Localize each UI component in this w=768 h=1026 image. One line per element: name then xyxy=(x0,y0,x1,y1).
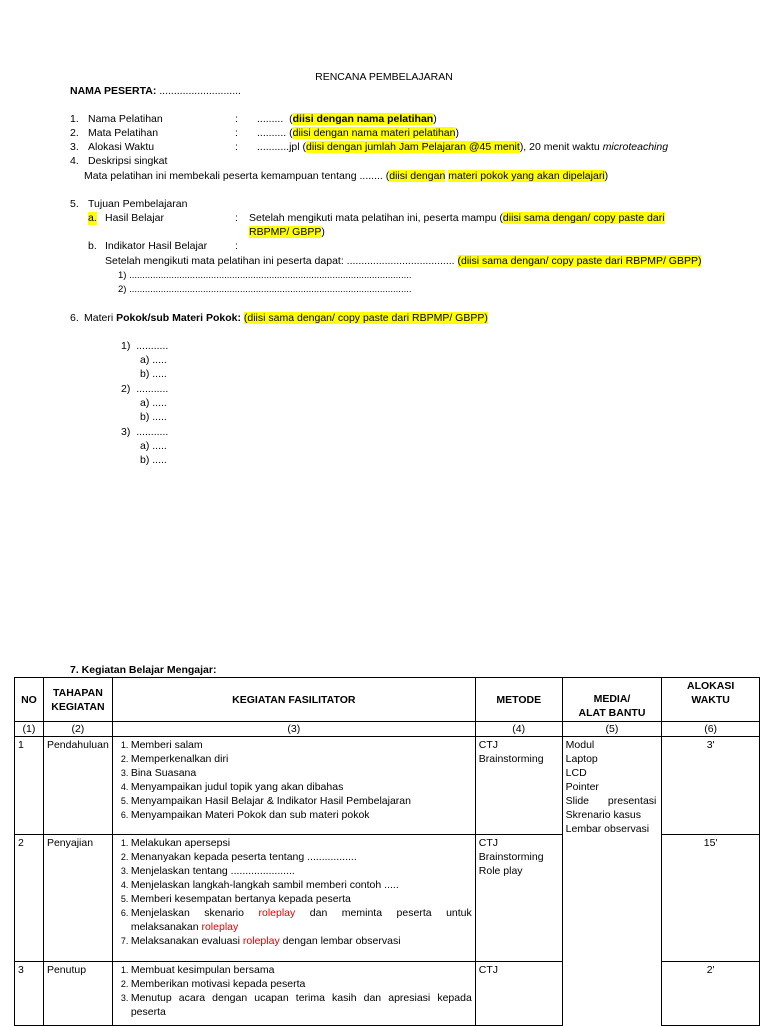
sub-colon: : xyxy=(235,240,238,252)
materi-sub: b) ..... xyxy=(140,368,167,380)
nama-peserta xyxy=(70,85,241,98)
table-row xyxy=(15,737,760,835)
item-colon: : xyxy=(235,127,238,139)
highlight-note: (diisi sama dengan/ copy paste dari RBPMP/ GBPP) xyxy=(457,255,702,267)
col-num: (2) xyxy=(43,722,112,737)
item-number: 6. xyxy=(70,312,79,324)
column-number-row xyxy=(15,722,760,737)
row-metode: CTJ Brainstorming xyxy=(475,737,562,835)
list-item: 3. Menjelaskan tentang ...................... xyxy=(131,864,472,878)
sub-label: Indikator Hasil Belajar xyxy=(105,240,208,252)
highlight-note: diisi dengan nama materi pelatihan xyxy=(292,127,456,139)
indikator-line: 1) ........................................................................................................... xyxy=(118,270,412,281)
row-tahapan: Penutup xyxy=(43,962,112,1026)
list-item: 3. Bina Suasana xyxy=(131,766,472,780)
materi-sub: a) ..... xyxy=(140,397,167,409)
indikator-line: 2) ........................................................................................................... xyxy=(118,284,412,295)
item-number: 4. xyxy=(70,155,79,167)
row-metode: CTJ xyxy=(475,962,562,1026)
item-number: 1. xyxy=(70,113,79,125)
header-tahapan: TAHAPAN KEGIATAN xyxy=(43,678,112,722)
row-media: Modul Laptop LCD Pointer Slide presentasi Skrenario kasus Lembar observasi xyxy=(562,737,662,1026)
nama-peserta-label: NAMA PESERTA: xyxy=(70,85,157,97)
materi-sub: b) ..... xyxy=(140,454,167,466)
list-item: 2. Memberikan motivasi kepada peserta xyxy=(131,977,472,991)
row-waktu: 2' xyxy=(662,962,760,1026)
header-alokasi: ALOKASI WAKTU xyxy=(662,678,760,722)
indikator-text: Setelah mengikuti mata pelatihan ini peserta dapat: ..................................... (diisi sama dengan/ copy paste dari RBPMP/ GBPP) xyxy=(105,255,702,267)
highlight-note: materi pokok yang akan dipelajari xyxy=(448,170,605,182)
materi-sub: a) ..... xyxy=(140,440,167,452)
header-no: NO xyxy=(15,678,44,722)
list-item: 3. Menutup acara dengan ucapan terima kasih dan apresiasi kepada peserta xyxy=(131,991,472,1019)
hasil-belajar-text-2: RBPMP/ GBPP) xyxy=(249,226,325,238)
list-item: 5. Menyampaikan Hasil Belajar & Indikator Hasil Pembelajaran xyxy=(131,794,472,808)
row-kegiatan xyxy=(112,835,475,962)
table-header-row xyxy=(15,678,760,722)
item-value: .......... (diisi dengan nama materi pelatihan) xyxy=(257,127,459,139)
list-item: 5. Memberi kesempatan bertanya kepada peserta xyxy=(131,892,472,906)
header-media: MEDIA/ ALAT BANTU xyxy=(562,678,662,722)
materi-point: 3) ........... xyxy=(121,426,169,438)
item-value: ......... (diisi dengan nama pelatihan) xyxy=(257,113,437,125)
row-no: 1 xyxy=(15,737,44,835)
col-num: (3) xyxy=(112,722,475,737)
list-item: 6. Menyampaikan Materi Pokok dan sub materi pokok xyxy=(131,808,472,822)
list-item: 6. Menjelaskan skenario roleplay dan meminta peserta untuk melaksanakan roleplay xyxy=(131,906,472,934)
item-value: ...........jpl (diisi dengan jumlah Jam Pelajaran @45 menit), 20 menit waktu microteaching xyxy=(257,141,669,153)
list-item: 2. Memperkenalkan diri xyxy=(131,752,472,766)
col-num: (6) xyxy=(662,722,760,737)
nama-peserta-value: ............................ xyxy=(159,85,241,97)
item-number: 2. xyxy=(70,127,79,139)
highlight-note: diisi dengan nama pelatihan xyxy=(292,113,434,125)
row-tahapan: Pendahuluan xyxy=(43,737,112,835)
materi-sub: b) ..... xyxy=(140,411,167,423)
highlight-note: (diisi sama dengan/ copy paste dari RBPMP/ GBPP) xyxy=(243,312,488,324)
list-item: 1. Melakukan apersepsi xyxy=(131,836,472,850)
item-label: Nama Pelatihan xyxy=(88,113,163,125)
hasil-belajar-text: Setelah mengikuti mata pelatihan ini, peserta mampu (diisi sama dengan/ copy paste dari xyxy=(249,212,665,224)
header-kegiatan: KEGIATAN FASILITATOR xyxy=(112,678,475,722)
col-num: (1) xyxy=(15,722,44,737)
row-kegiatan xyxy=(112,962,475,1026)
materi-sub: a) ..... xyxy=(140,354,167,366)
list-item: 1. Memberi salam xyxy=(131,738,472,752)
list-item: 7. Melaksanakan evaluasi roleplay dengan lembar observasi xyxy=(131,934,472,948)
deskripsi-text: Mata pelatihan ini membekali peserta kemampuan tentang ........ (diisi dengan materi pokok yang akan dipelajari) xyxy=(84,170,609,182)
highlight-note: diisi dengan xyxy=(389,170,446,182)
row-no: 2 xyxy=(15,835,44,962)
kbm-table xyxy=(14,677,760,1026)
sub-letter: b. xyxy=(88,240,97,252)
item-colon: : xyxy=(235,113,238,125)
item-label: Alokasi Waktu xyxy=(88,141,155,153)
list-item: 4. Menyampaikan judul topik yang akan dibahas xyxy=(131,780,472,794)
row-waktu: 15' xyxy=(662,835,760,962)
item-label: Mata Pelatihan xyxy=(88,127,159,139)
highlight-note: diisi dengan jumlah Jam Pelajaran @45 menit xyxy=(306,141,520,153)
materi-heading: Materi Pokok/sub Materi Pokok: (diisi sama dengan/ copy paste dari RBPMP/ GBPP) xyxy=(84,312,488,324)
materi-point: 2) ........... xyxy=(121,383,169,395)
document-title: RENCANA PEMBELAJARAN xyxy=(315,71,453,83)
highlight-note: RBPMP/ GBPP xyxy=(249,226,322,238)
highlight-note: diisi sama dengan/ copy paste dari xyxy=(502,212,665,224)
row-waktu: 3' xyxy=(662,737,760,835)
col-num: (4) xyxy=(475,722,562,737)
sub-letter: a. xyxy=(88,212,97,224)
row-tahapan: Penyajian xyxy=(43,835,112,962)
sub-colon: : xyxy=(235,212,238,224)
item-number: 5. xyxy=(70,198,79,210)
header-metode: METODE xyxy=(475,678,562,722)
materi-point: 1) ........... xyxy=(121,340,169,352)
list-item: 2. Menanyakan kepada peserta tentang ................. xyxy=(131,850,472,864)
item-label: Tujuan Pembelajaran xyxy=(88,198,188,210)
kbm-title: 7. Kegiatan Belajar Mengajar: xyxy=(70,664,217,676)
row-no: 3 xyxy=(15,962,44,1026)
row-kegiatan xyxy=(112,737,475,835)
item-label: Deskripsi singkat xyxy=(88,155,168,167)
row-metode: CTJ Brainstorming Role play xyxy=(475,835,562,962)
item-number: 3. xyxy=(70,141,79,153)
item-colon: : xyxy=(235,141,238,153)
list-item: 4. Menjelaskan langkah-langkah sambil memberi contoh ..... xyxy=(131,878,472,892)
col-num: (5) xyxy=(562,722,662,737)
sub-label: Hasil Belajar xyxy=(105,212,164,224)
list-item: 1. Membuat kesimpulan bersama xyxy=(131,963,472,977)
